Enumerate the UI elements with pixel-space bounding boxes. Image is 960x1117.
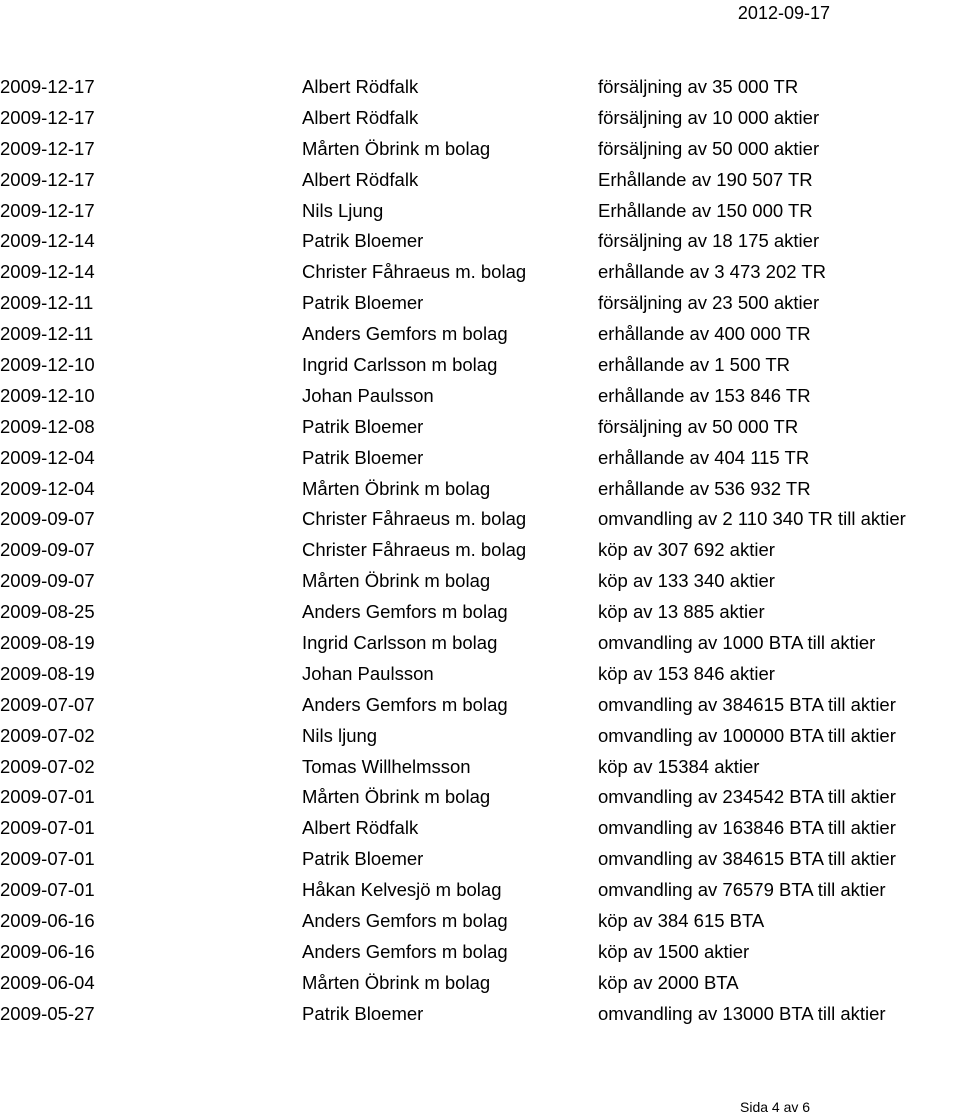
row-date: 2009-12-14 <box>0 230 95 252</box>
row-transaction: erhållande av 536 932 TR <box>598 477 811 499</box>
row-name: Christer Fåhraeus m. bolag <box>302 261 527 283</box>
row-name: Anders Gemfors m bolag <box>302 323 508 345</box>
row-transaction: köp av 307 692 aktier <box>598 539 775 561</box>
row-name: Håkan Kelvesjö m bolag <box>302 879 502 901</box>
row-name: Albert Rödfalk <box>302 106 419 128</box>
row-name: Ingrid Carlsson m bolag <box>302 632 498 654</box>
row-transaction: Erhållande av 190 507 TR <box>598 168 813 190</box>
row-name: Patrik Bloemer <box>302 446 424 468</box>
row-date: 2009-08-19 <box>0 662 95 684</box>
row-transaction: försäljning av 50 000 TR <box>598 415 799 437</box>
table-row <box>0 597 960 628</box>
row-name: Nils Ljung <box>302 199 384 221</box>
row-transaction: erhållande av 3 473 202 TR <box>598 261 826 283</box>
row-transaction: köp av 2000 BTA <box>598 971 739 993</box>
row-transaction: försäljning av 10 000 aktier <box>598 106 820 128</box>
table-row <box>0 844 960 875</box>
row-transaction: Erhållande av 150 000 TR <box>598 199 813 221</box>
row-date: 2009-12-10 <box>0 354 95 376</box>
row-date: 2009-07-01 <box>0 817 95 839</box>
row-name: Patrik Bloemer <box>302 1002 424 1024</box>
row-transaction: erhållande av 400 000 TR <box>598 323 811 345</box>
row-transaction: omvandling av 76579 BTA till aktier <box>598 879 886 901</box>
row-transaction: erhållande av 1 500 TR <box>598 354 790 376</box>
row-name: Johan Paulsson <box>302 662 434 684</box>
row-date: 2009-09-07 <box>0 508 95 530</box>
row-name: Anders Gemfors m bolag <box>302 693 508 715</box>
table-row <box>0 999 960 1030</box>
row-name: Nils ljung <box>302 724 378 746</box>
table-row <box>0 474 960 505</box>
table-row <box>0 257 960 288</box>
row-date: 2009-12-04 <box>0 446 95 468</box>
table-row <box>0 752 960 783</box>
table-row <box>0 381 960 412</box>
row-transaction: köp av 133 340 aktier <box>598 570 775 592</box>
row-date: 2009-09-07 <box>0 539 95 561</box>
row-name: Johan Paulsson <box>302 384 434 406</box>
insider-transactions-table <box>0 72 960 1030</box>
row-date: 2009-07-02 <box>0 724 95 746</box>
row-date: 2009-05-27 <box>0 1002 95 1024</box>
row-date: 2009-12-11 <box>0 292 94 314</box>
row-name: Tomas Willhelmsson <box>302 755 471 777</box>
row-name: Patrik Bloemer <box>302 230 424 252</box>
row-name: Christer Fåhraeus m. bolag <box>302 508 527 530</box>
row-transaction: omvandling av 384615 BTA till aktier <box>598 693 896 715</box>
row-date: 2009-07-01 <box>0 848 95 870</box>
row-date: 2009-12-11 <box>0 323 94 345</box>
table-row <box>0 535 960 566</box>
row-transaction: omvandling av 1000 BTA till aktier <box>598 632 876 654</box>
row-transaction: försäljning av 23 500 aktier <box>598 292 820 314</box>
table-row <box>0 628 960 659</box>
row-name: Mårten Öbrink m bolag <box>302 477 491 499</box>
row-name: Mårten Öbrink m bolag <box>302 570 491 592</box>
row-name: Christer Fåhraeus m. bolag <box>302 539 527 561</box>
row-name: Patrik Bloemer <box>302 292 424 314</box>
row-name: Albert Rödfalk <box>302 168 419 190</box>
page-number: Sida 4 av 6 <box>740 1099 811 1115</box>
table-row <box>0 813 960 844</box>
row-date: 2009-12-17 <box>0 106 95 128</box>
table-row <box>0 288 960 319</box>
header-date: 2012-09-17 <box>737 3 830 23</box>
row-transaction: erhållande av 404 115 TR <box>598 446 810 468</box>
row-transaction: omvandling av 163846 BTA till aktier <box>598 817 896 839</box>
row-date: 2009-12-04 <box>0 477 95 499</box>
row-name: Albert Rödfalk <box>302 817 419 839</box>
row-date: 2009-08-25 <box>0 601 95 623</box>
table-row <box>0 196 960 227</box>
row-date: 2009-08-19 <box>0 632 95 654</box>
row-date: 2009-07-01 <box>0 786 95 808</box>
table-row <box>0 412 960 443</box>
table-row <box>0 226 960 257</box>
row-name: Anders Gemfors m bolag <box>302 601 508 623</box>
row-name: Mårten Öbrink m bolag <box>302 971 491 993</box>
row-transaction: erhållande av 153 846 TR <box>598 384 811 406</box>
row-name: Anders Gemfors m bolag <box>302 940 508 962</box>
row-transaction: köp av 13 885 aktier <box>598 601 765 623</box>
table-row <box>0 659 960 690</box>
table-row <box>0 721 960 752</box>
table-row <box>0 103 960 134</box>
row-name: Albert Rödfalk <box>302 76 419 97</box>
row-date: 2009-07-01 <box>0 879 95 901</box>
table-row <box>0 319 960 350</box>
row-date: 2009-06-16 <box>0 910 95 932</box>
row-name: Mårten Öbrink m bolag <box>302 137 491 159</box>
table-row <box>0 566 960 597</box>
row-date: 2009-12-14 <box>0 261 95 283</box>
row-date: 2009-07-07 <box>0 693 95 715</box>
table-row <box>0 782 960 813</box>
row-transaction: omvandling av 2 110 340 TR till aktier <box>598 508 906 530</box>
table-row <box>0 350 960 381</box>
row-date: 2009-12-17 <box>0 168 95 190</box>
row-date: 2009-06-04 <box>0 971 95 993</box>
row-transaction: omvandling av 384615 BTA till aktier <box>598 848 896 870</box>
row-transaction: köp av 153 846 aktier <box>598 662 775 684</box>
row-date: 2009-07-02 <box>0 755 95 777</box>
table-row <box>0 165 960 196</box>
table-row <box>0 968 960 999</box>
table-row <box>0 504 960 535</box>
row-name: Patrik Bloemer <box>302 415 424 437</box>
row-transaction: omvandling av 234542 BTA till aktier <box>598 786 896 808</box>
row-transaction: försäljning av 50 000 aktier <box>598 137 820 159</box>
row-date: 2009-12-17 <box>0 199 95 221</box>
row-date: 2009-09-07 <box>0 570 95 592</box>
row-date: 2009-12-08 <box>0 415 95 437</box>
row-transaction: köp av 15384 aktier <box>598 755 760 777</box>
table-row <box>0 443 960 474</box>
table-row <box>0 937 960 968</box>
row-name: Anders Gemfors m bolag <box>302 910 508 932</box>
row-name: Mårten Öbrink m bolag <box>302 786 491 808</box>
row-transaction: omvandling av 13000 BTA till aktier <box>598 1002 886 1024</box>
row-date: 2009-12-17 <box>0 137 95 159</box>
row-name: Patrik Bloemer <box>302 848 424 870</box>
table-row <box>0 72 960 103</box>
row-date: 2009-12-10 <box>0 384 95 406</box>
row-date: 2009-12-17 <box>0 76 95 97</box>
row-transaction: omvandling av 100000 BTA till aktier <box>598 724 896 746</box>
table-row <box>0 875 960 906</box>
row-date: 2009-06-16 <box>0 940 95 962</box>
table-row <box>0 690 960 721</box>
row-name: Ingrid Carlsson m bolag <box>302 354 498 376</box>
row-transaction: köp av 1500 aktier <box>598 940 750 962</box>
table-row <box>0 134 960 165</box>
row-transaction: försäljning av 35 000 TR <box>598 76 799 97</box>
row-transaction: köp av 384 615 BTA <box>598 910 765 932</box>
table-row <box>0 906 960 937</box>
row-transaction: försäljning av 18 175 aktier <box>598 230 820 252</box>
